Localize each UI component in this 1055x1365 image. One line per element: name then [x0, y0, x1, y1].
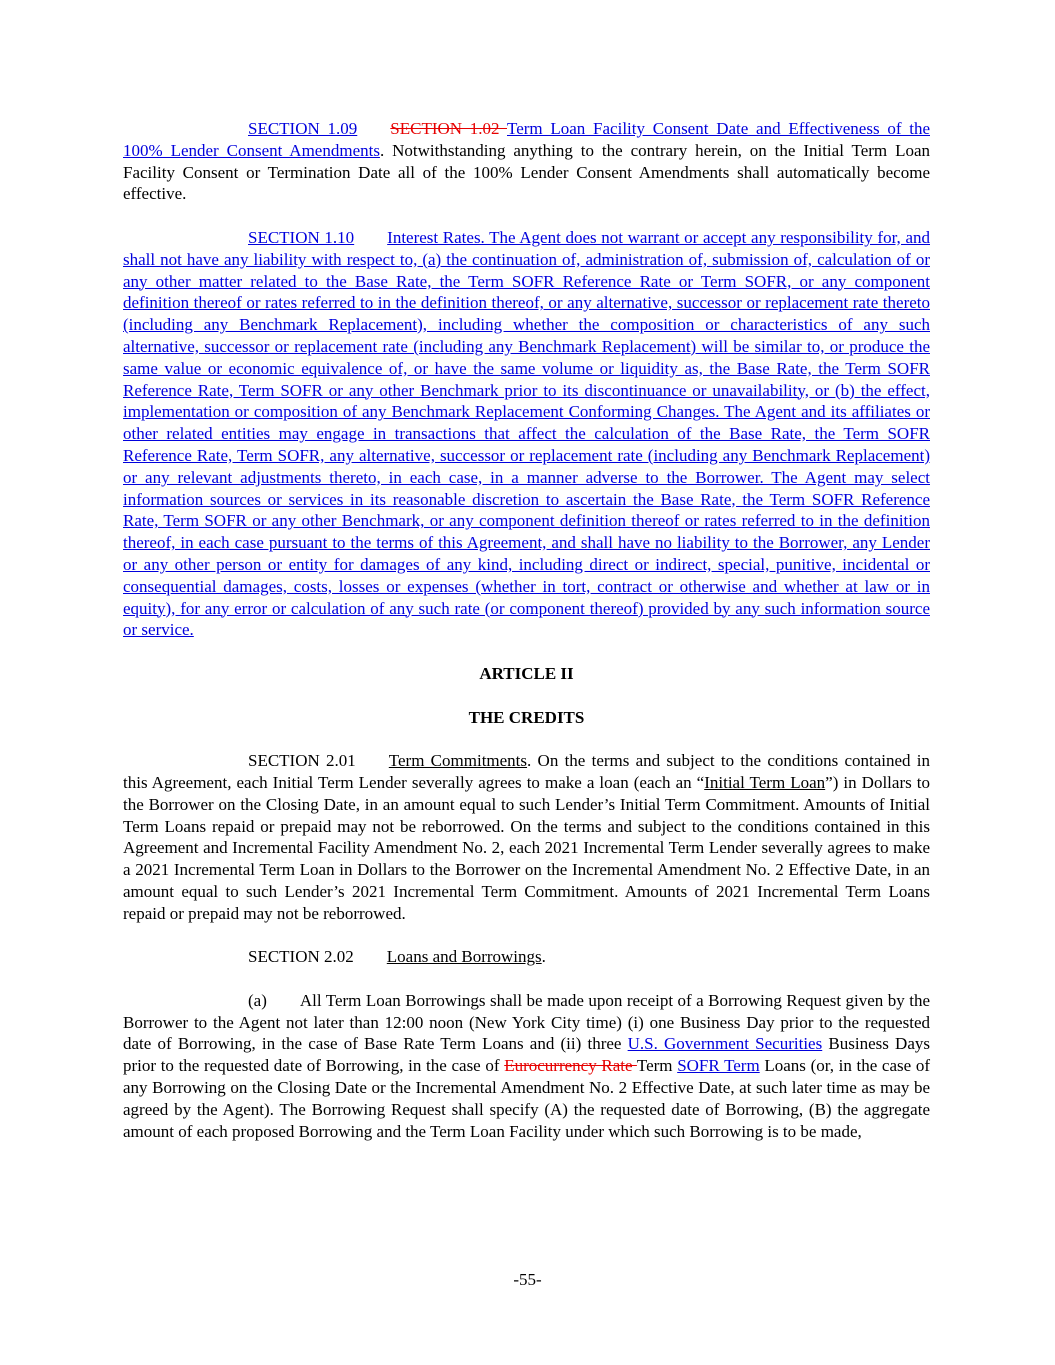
the-credits-heading — [123, 707, 930, 729]
text-run: . On the terms and subject to the conditions contained in this Agreement, each Initial Term Lender severally agrees to make a loan (each an “ — [123, 751, 931, 792]
section-2-02-paragraph — [123, 946, 930, 968]
inserted-text: SECTION 1.09 — [248, 119, 358, 138]
text-run: Loans (or, in the case of any Borrowing on the Closing Date or the Incremental Amendment No. 2 Effective Date, at such later time as may be agreed by the Agent). The Borrowing Request shall specify (A) the requested date of Borrowing, (B) the aggregate amount of each proposed Borrowing and the Term Loan Facility under which such Borrowing is to be made, — [123, 1056, 930, 1141]
text-run: Business Days prior to the requested date of Borrowing, in the case of — [123, 1034, 930, 1076]
inserted-text: U.S. Government Securities — [627, 1034, 823, 1054]
document-body — [123, 118, 930, 1142]
underlined-text: Initial Term Loan — [704, 772, 826, 792]
underlined-text: Loans and Borrowings — [386, 947, 542, 967]
section-1-10-paragraph — [123, 227, 930, 641]
text-run: THE CREDITS — [468, 707, 585, 727]
page-number: -55- — [513, 1270, 542, 1290]
text-run: . Notwithstanding anything to the contrary herein, on the Initial Term Loan Facility Consent or Termination Date all of the 100% Lender Consent Amendments shall automatically become effective. — [123, 140, 930, 204]
text-run: . — [541, 947, 546, 967]
inserted-text: SOFR Term — [677, 1056, 760, 1076]
text-run: All Term Loan Borrowings shall be made upon receipt of a Borrowing Request given by the Borrower to the Agent not later than 12:00 noon (New York City time) (i) one Business Day prior to the requested date of Borrowing, in the case of Base Rate Term Loans and (ii) three — [123, 990, 930, 1054]
inserted-text: Interest Rates. The Agent does not warrant or accept any responsibility for, and shall not have any liability with respect to, (a) the continuation of, administration of, submission of, calculation of or any other matter related to the Base Rate, the Term SOFR Reference Rate or Term SOFR, or any component definition thereof or rates referred to in the definition thereof, or any alternative, successor or replacement rate thereto (including any Benchmark Replacement), including whether the composition or characteristics of any such alternative, successor or replacement rate (including any Benchmark Replacement) will be similar to, or produce the same value or economic equivalence of, or have the same volume or liquidity as, the Base Rate, the Term SOFR Reference Rate, Term SOFR or any other Benchmark prior to its discontinuance or unavailability, or (b) the effect, implementation or composition of any Benchmark Replacement Conforming Changes. The Agent and its affiliates or other related entities may engage in transactions that affect the calculation of the Base Rate, the Term SOFR Reference Rate, Term SOFR, any alternative, successor or replacement rate (including any Benchmark Replacement) or any relevant adjustments thereto, in each case, in a manner adverse to the Borrower. The Agent may select information sources or services in its reasonable discretion to ascertain the Base Rate, the Term SOFR Reference Rate, Term SOFR or any other Benchmark, or any component definition thereof or rates referred to in the definition thereof, in each case pursuant to the terms of this Agreement, and shall have no liability to the Borrower, any Lender or any other person or entity for damages of any kind, including direct or indirect, special, punitive, incidental or consequential damages, costs, losses or expenses (whether in tort, contract or otherwise and whether at law or in equity), for any error or calculation of any such rate (or component thereof) provided by any such information source or service. — [123, 227, 930, 640]
section-2-02-a-paragraph — [123, 990, 930, 1143]
page-footer — [0, 1269, 1055, 1291]
section-2-01-paragraph — [123, 750, 930, 924]
inserted-text: SECTION 1.10 — [248, 227, 355, 247]
text-run: ”) in Dollars to the Borrower on the Closing Date, in an amount equal to such Lender’s Initial Term Commitment. Amounts of Initial Term Loans repaid or prepaid may not be reborrowed. On the terms and subject to the conditions contained in this Agreement and Incremental Facility Amendment No. 2, each 2021 Incremental Term Lender severally agrees to make a 2021 Incremental Term Loan in Dollars to the Borrower on the Incremental Amendment No. 2 Effective Date, in an amount equal to such Lender’s 2021 Incremental Term Commitment. Amounts of 2021 Incremental Term Loans repaid or prepaid may not be reborrowed. — [123, 772, 930, 923]
deleted-text: SECTION 1.02 — [390, 119, 507, 138]
text-run: (a) — [248, 990, 267, 1010]
text-run: ARTICLE II — [479, 663, 574, 683]
section-1-09-paragraph — [123, 118, 930, 205]
text-run: SECTION 2.01 — [248, 751, 356, 771]
inserted-text: Term Loan Facility Consent Date and Effectiveness of the 100% Lender Consent Amendments — [123, 119, 930, 160]
article-ii-heading — [123, 663, 930, 685]
underlined-text: Term Commitments — [388, 751, 528, 771]
deleted-text: Eurocurrency Rate — [504, 1056, 637, 1076]
text-run: Term — [636, 1056, 678, 1076]
text-run: SECTION 2.02 — [248, 947, 354, 967]
